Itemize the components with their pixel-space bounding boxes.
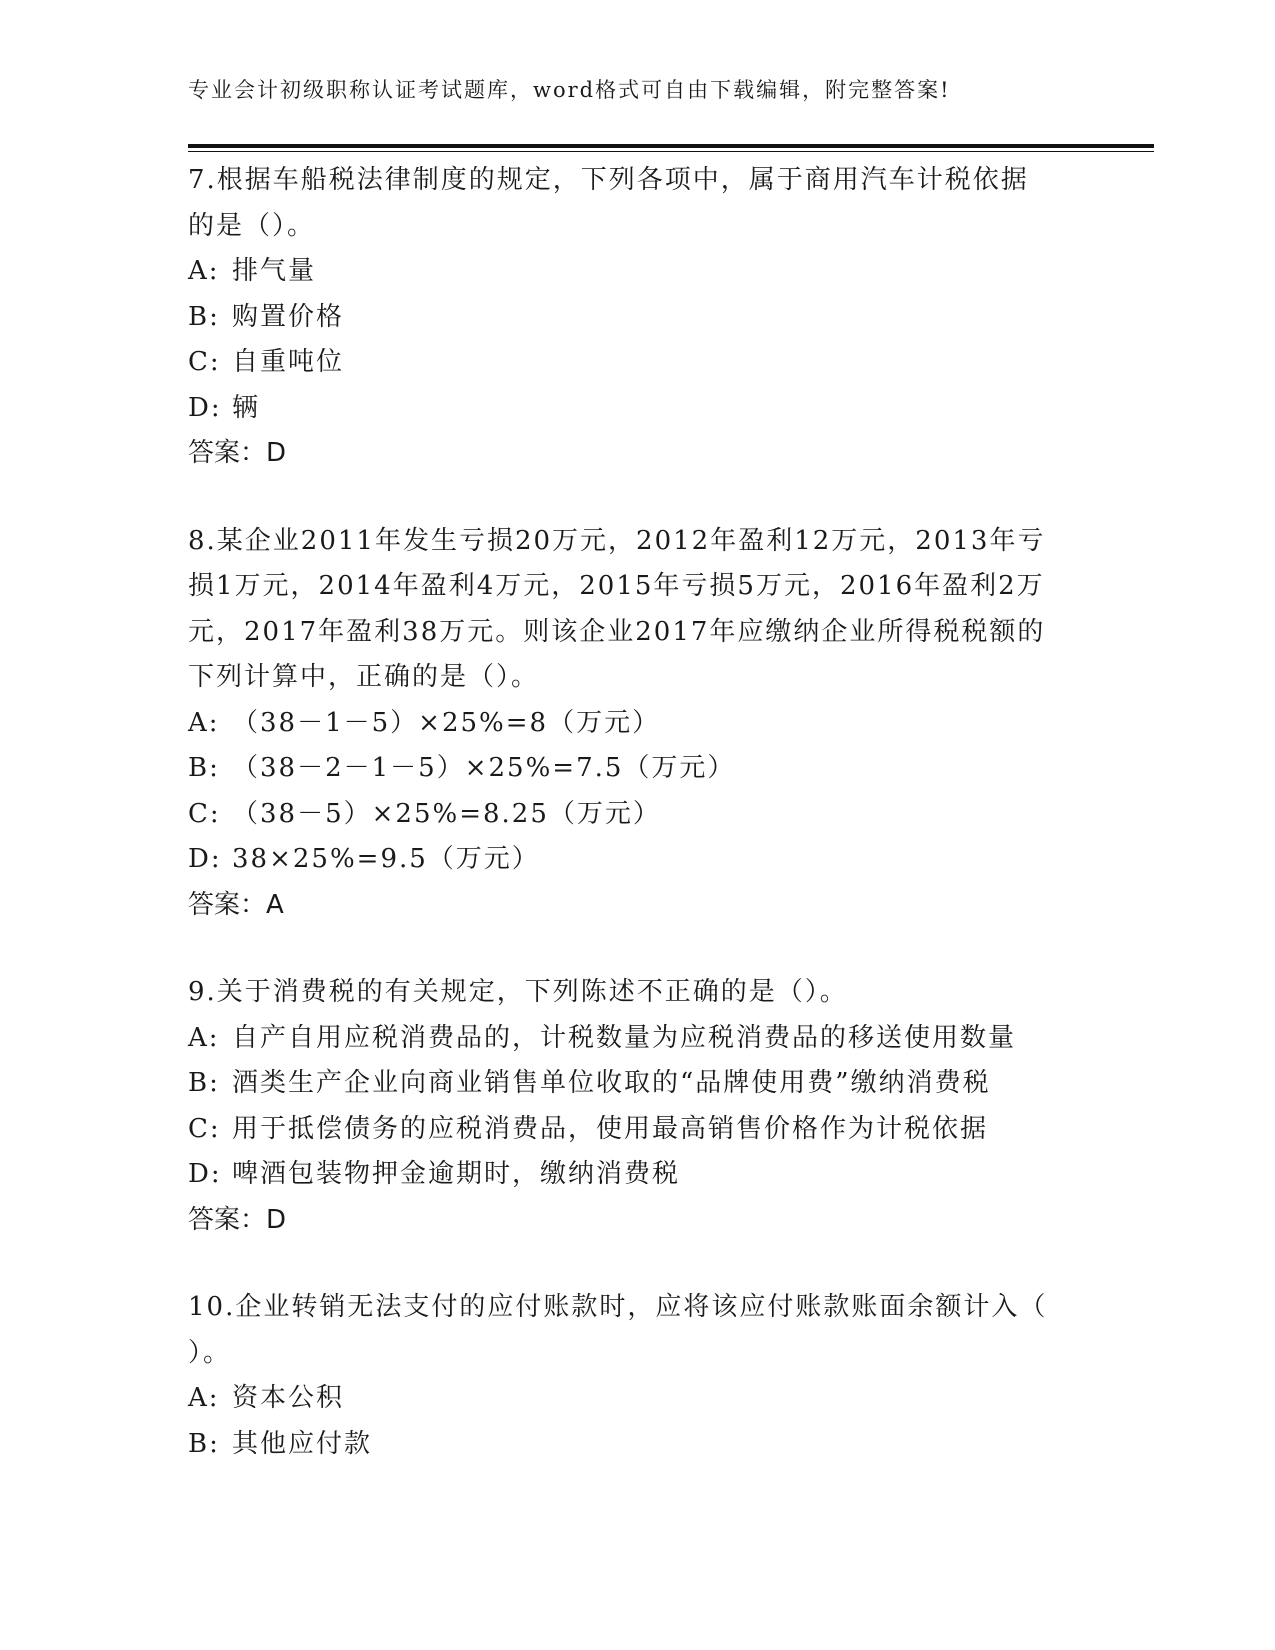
option-label: B: [188, 1068, 220, 1098]
option-a [188, 1016, 1088, 1062]
option-text: 啤酒包装物押金逾期时，缴纳消费税 [232, 1159, 681, 1189]
option-c [188, 1107, 1088, 1153]
question-text: 的是（）。 [188, 210, 316, 241]
option-label: B: [188, 1428, 220, 1459]
option-a [188, 249, 1088, 295]
question-text: 8.某企业2011年发生亏损20万元，2012年盈利12万元，2013年亏 [188, 525, 1046, 556]
header-rule-thick [188, 144, 1154, 148]
answer-line: 答案：D [188, 1204, 287, 1235]
option-label: C: [188, 798, 221, 829]
option-text: （38－5）×25%=8.25（万元） [232, 798, 661, 829]
question-10 [188, 1285, 1088, 1467]
option-text: （38－2－1－5）×25%=7.5（万元） [232, 753, 736, 783]
option-d [188, 1152, 1088, 1198]
option-label: A: [188, 707, 220, 738]
option-text: 酒类生产企业向商业销售单位收取的“品牌使用费”缴纳消费税 [232, 1068, 991, 1098]
option-label: C: [188, 1113, 221, 1144]
option-text: 38×25%=9.5（万元） [232, 844, 540, 874]
option-label: D: [188, 1159, 222, 1189]
answer-line: 答案：A [188, 889, 284, 920]
page-header: 专业会计初级职称认证考试题库，word格式可自由下载编辑，附完整答案! [188, 78, 951, 102]
header-rule-thin [188, 151, 1154, 152]
option-label: B: [188, 753, 220, 783]
option-text: 自产自用应税消费品的，计税数量为应税消费品的移送使用数量 [232, 1022, 1017, 1053]
answer-line: 答案：D [188, 438, 287, 468]
question-text: 9.关于消费税的有关规定，下列陈述不正确的是（）。 [188, 977, 848, 1007]
question-text: 元，2017年盈利38万元。则该企业2017年应缴纳企业所得税税额的 [188, 616, 1046, 647]
option-label: C: [188, 347, 221, 377]
option-text: 自重吨位 [232, 347, 345, 377]
option-text: 其他应付款 [232, 1428, 373, 1459]
option-label: D: [188, 392, 222, 423]
question-text: 10.企业转销无法支付的应付账款时，应将该应付账款账面余额计入（ [188, 1292, 1048, 1322]
option-text: 辆 [232, 392, 261, 423]
option-label: A: [188, 1022, 220, 1053]
option-label: D: [188, 844, 222, 874]
option-label: A: [188, 256, 220, 286]
question-text: 下列计算中，正确的是（）。 [188, 662, 540, 692]
option-text: 排气量 [232, 256, 317, 286]
question-text: 损1万元，2014年盈利4万元，2015年亏损5万元，2016年盈利2万 [188, 571, 1045, 601]
option-b [188, 1061, 1088, 1107]
option-label: A: [188, 1383, 220, 1413]
question-list [188, 158, 1088, 1509]
option-a [188, 1376, 1088, 1422]
question-text: 7.根据车船税法律制度的规定，下列各项中，属于商用汽车计税依据 [188, 165, 1029, 195]
question-7 [188, 158, 1088, 477]
option-text: （38－1－5）×25%=8（万元） [232, 707, 661, 738]
question-text: ）。 [188, 1337, 232, 1368]
option-a [188, 701, 1088, 747]
option-d [188, 386, 1088, 432]
option-b [188, 295, 1088, 341]
option-text: 资本公积 [232, 1383, 345, 1413]
option-b [188, 746, 1088, 792]
question-9 [188, 970, 1088, 1243]
option-c [188, 792, 1088, 838]
option-label: B: [188, 301, 220, 332]
option-text: 购置价格 [232, 301, 345, 332]
option-d [188, 837, 1088, 883]
option-c [188, 340, 1088, 386]
question-8 [188, 519, 1088, 929]
option-b [188, 1422, 1088, 1468]
option-text: 用于抵偿债务的应税消费品，使用最高销售价格作为计税依据 [232, 1113, 989, 1144]
